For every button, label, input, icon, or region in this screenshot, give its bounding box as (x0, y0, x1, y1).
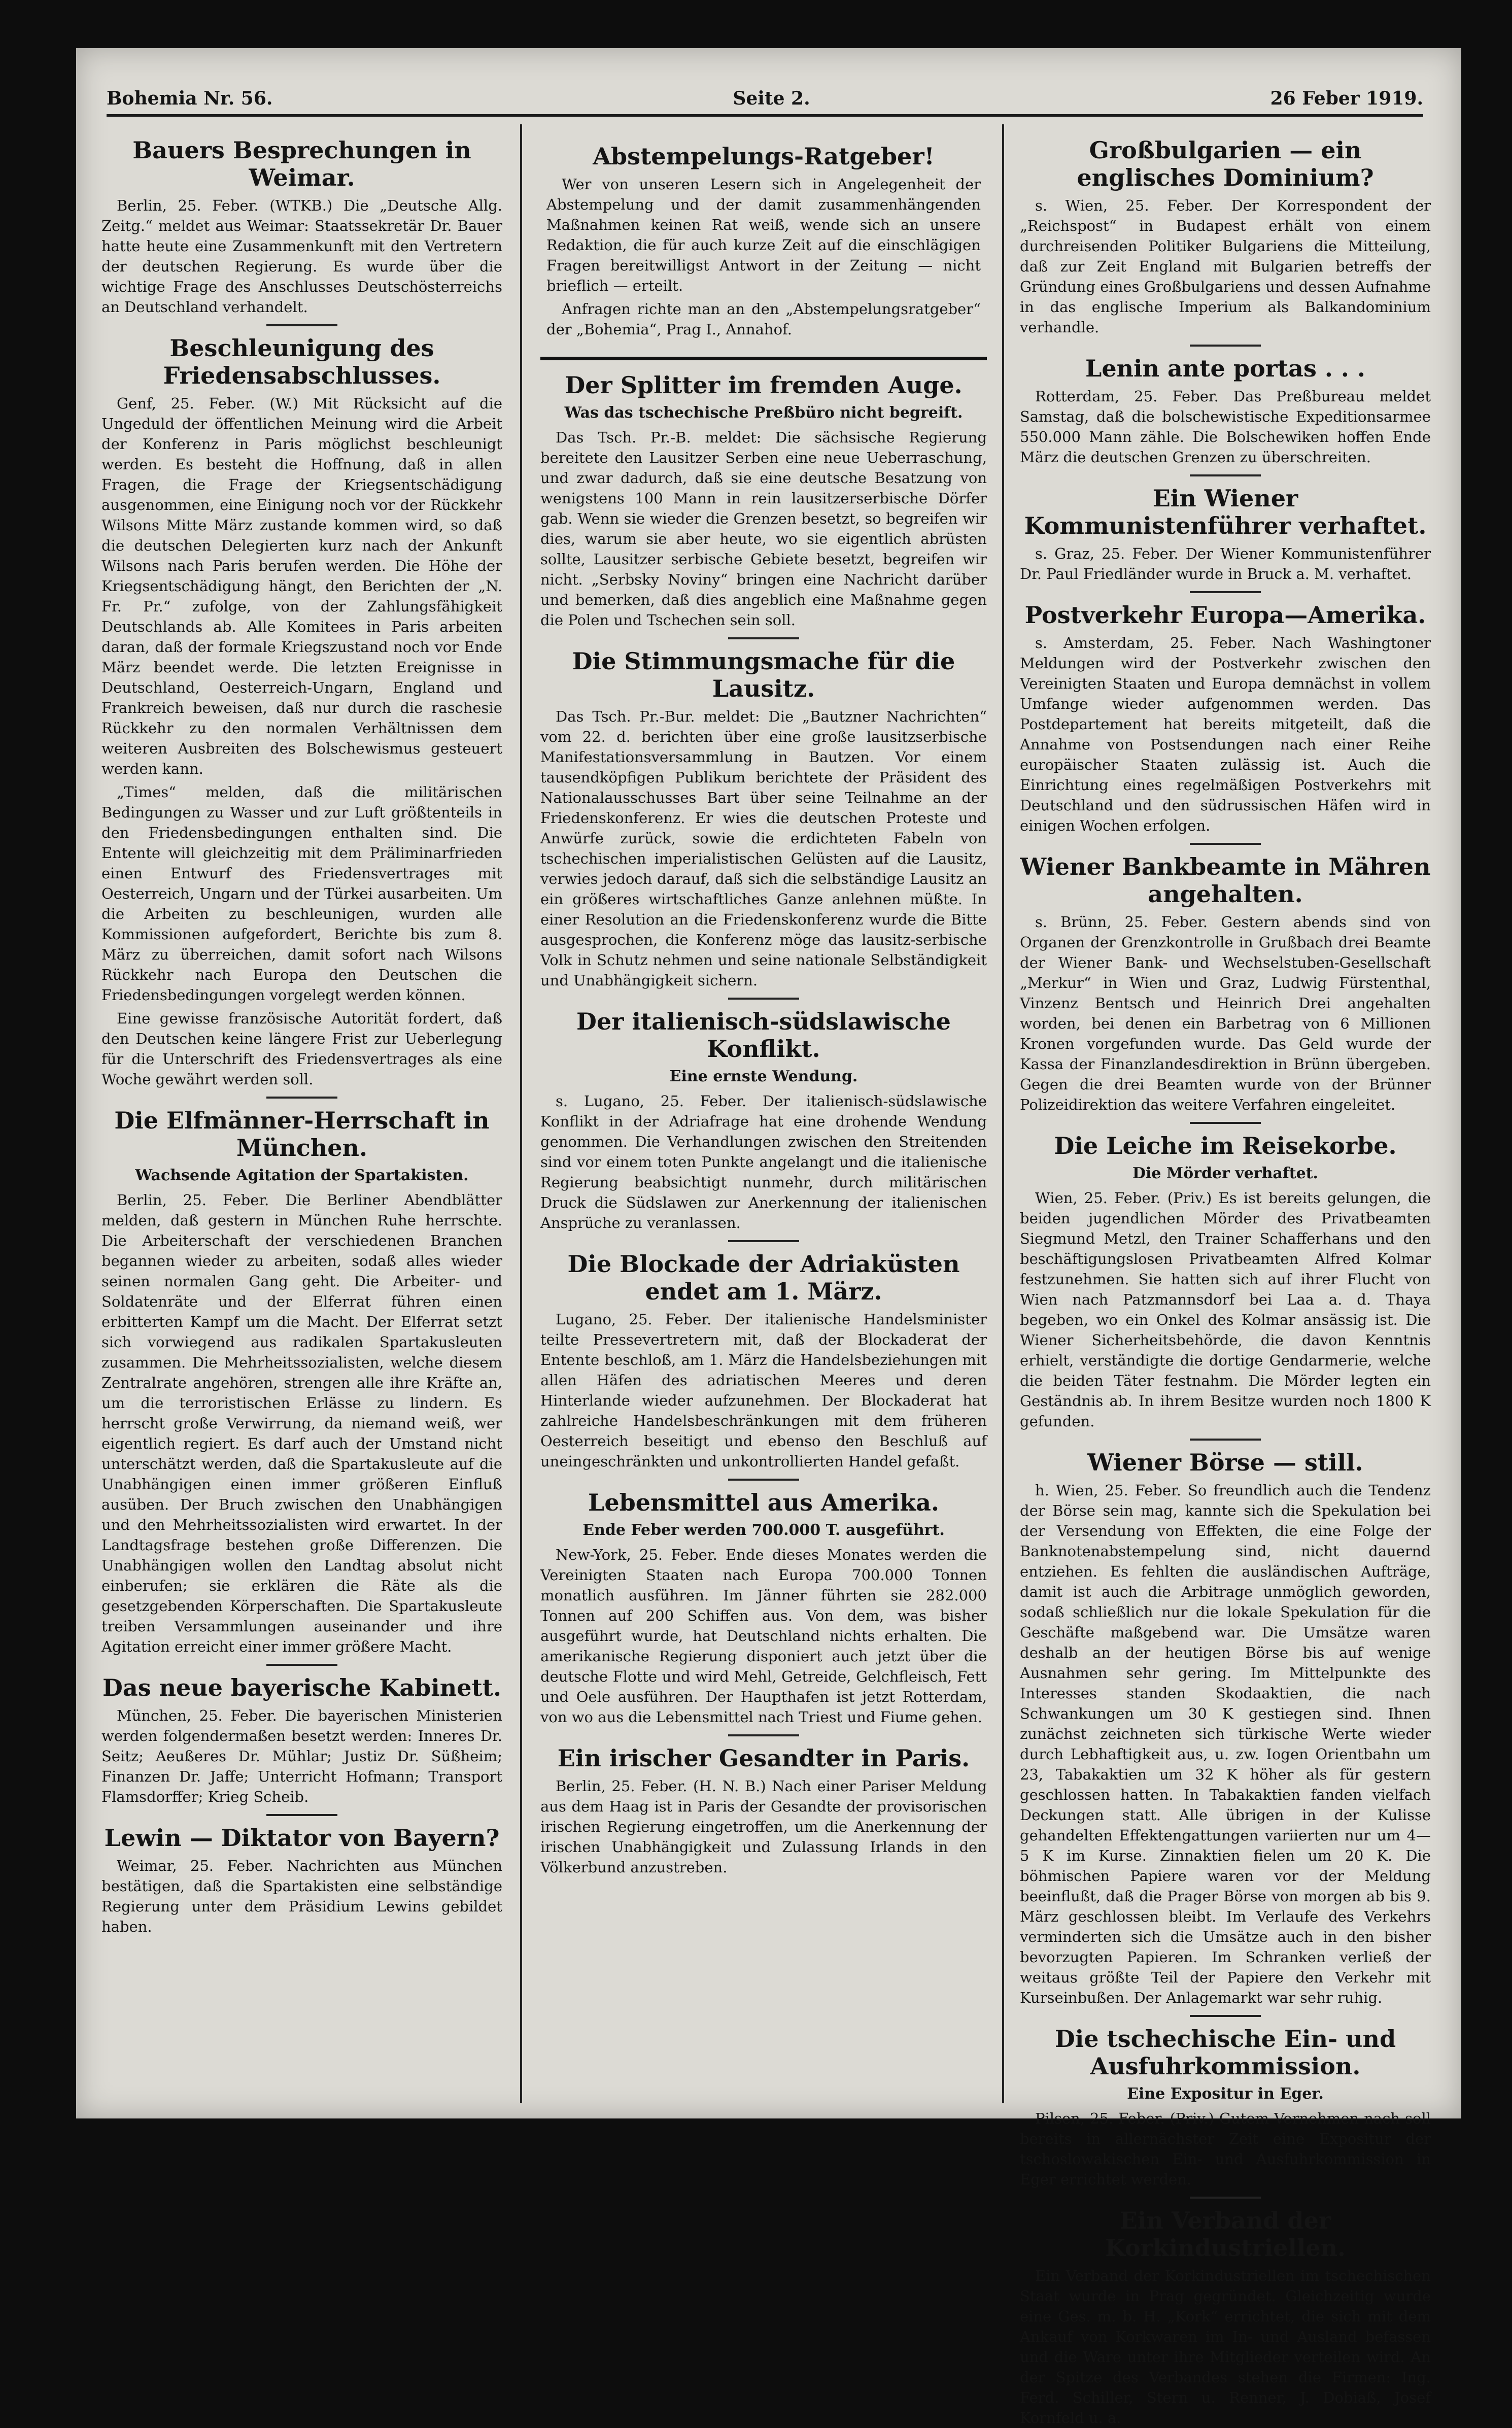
article (540, 1489, 987, 1727)
article-headline: Ein Wiener Kommunistenführer verhaftet. (1024, 485, 1427, 539)
article-subheadline: Ende Feber werden 700.000 T. ausgeführt. (582, 1521, 945, 1539)
article-paragraph: s. Amsterdam, 25. Feber. Nach Washingtoner Meldungen wird der Postverkehr zwischen den Vereinigten Staaten und Europa demnächst in vollem Umfange wieder aufgenommen werden. Das Postdepartement hat bereits mitgeteilt, daß die Annahme von Postsendungen nach einer Reihe europäischer Staaten zulässig ist. Auch die Einrichtung eines regelmäßigen Postverkehrs mit Deutschland und den südrussischen Häfen wird in einigen Wochen erfolgen. (1020, 634, 1431, 834)
article (1020, 1449, 1431, 2008)
article-paragraph: Berlin, 25. Feber. (H. N. B.) Nach einer Pariser Meldung aus dem Haag ist in Paris der Gesandte der provisorischen irischen Regierung eingetroffen, um die Anerkennung der irischen Unabhängigkeit und Zulassung Irlands in den Völkerbund anzustreben. (540, 1777, 987, 1876)
article (101, 334, 502, 1089)
article-headline: Abstempelungs-Ratgeber! (593, 143, 935, 170)
article-headline: Lebensmittel aus Amerika. (588, 1489, 939, 1516)
article-headline: Die Leiche im Reisekorbe. (1054, 1132, 1397, 1159)
article-paragraph: Berlin, 25. Feber. (WTKB.) Die „Deutsche Allg. Zeitg.“ meldet aus Weimar: Staatssekretär Dr. Bauer hatte heute eine Zusammenkunft mit den Vertretern der deutschen Regierung. Es wurde über die wichtige Frage des Anschlusses Deutschösterreichs an Deutschland verhandelt. (101, 197, 502, 316)
article-headline: Die Blockade der Adriaküsten endet am 1. März. (567, 1250, 960, 1305)
article-paragraph: Weimar, 25. Feber. Nachrichten aus München bestätigen, daß die Spartakisten eine selbständige Regierung unter dem Präsidium Lewins gebildet haben. (101, 1857, 502, 1935)
article-paragraph: Berlin, 25. Feber. Die Berliner Abendblätter melden, daß gestern in München Ruhe herrschte. Die Arbeiterschaft der verschiedenen Branchen begannen wieder zu arbeiten, sodaß alles wieder seinen normalen Gang geht. Die Arbeiter- und Soldatenräte und der Elferrat führen einen erbitterten Kampf um die Macht. Der Elferrat setzt sich vorwiegend aus radikalen Spartakusleuten zusammen. Die Mehrheitssozialisten, welche diesem Zentralrate angehören, strengen alle ihre Kräfte an, um die terroristischen Erlässe zu lindern. Es herrscht große Verwirrung, da niemand weiß, wer eigentlich regiert. Es darf auch der Umstand nicht unterschätzt werden, daß die Spartakusleute auf die Unabhängigen einen immer größeren Einfluß ausüben. Der Bruch zwischen den Unabhängigen und den Mehrheitssozialisten wird erwartet. In der Landtagsfrage bestehen große Differenzen. Die Unabhängigen wollen den Landtag absolut nicht einberufen; sie erklären die Räte als die gesetzgebenden Körperschaften. Die Spartakusleute treiben Versammlungen auseinander und ihre Agitation erreicht einer immer größere Macht. (101, 1191, 502, 1655)
article (1020, 1132, 1431, 1431)
article (1020, 601, 1431, 836)
issue-date: 26 Feber 1919. (1270, 88, 1423, 109)
article-paragraph: s. Graz, 25. Feber. Der Wiener Kommunistenführer Dr. Paul Friedländer wurde in Bruck a. M. verhaftet. (1020, 545, 1431, 583)
article-paragraph: s. Brünn, 25. Feber. Gestern abends sind von Organen der Grenzkontrolle in Grußbach drei Beamte der Wiener Bank- und Wechselstuben-Gesellschaft „Merkur“ in Wien und Graz, Ludwig Fürstenthal, Vinzenz Bentsch und Heinrich Drei angehalten worden, bei denen ein Barbetrag von 6 Millionen Kronen vorgefunden wurde. Das Geld wurde der Kassa der Finanzlandesdirektion in Brünn übergeben. Gegen die drei Beamten wurde von der Brünner Polizeidirektion das weitere Verfahren eingeleitet. (1020, 913, 1431, 1113)
article (101, 1824, 502, 1937)
article-divider (1190, 2197, 1261, 2199)
article-headline: Die Stimmungsmache für die Lausitz. (572, 647, 955, 702)
article (1020, 136, 1431, 337)
article-paragraph: Eine gewisse französische Autorität fordert, daß den Deutschen keine längere Frist zur Ueberlegung für die Unterschrift des Friedensvertrages als eine Woche gewährt werden soll. (101, 1010, 502, 1088)
article-headline: Lewin — Diktator von Bayern? (104, 1824, 500, 1852)
article (1020, 2025, 1431, 2190)
article-subheadline: Eine Expositur in Eger. (1127, 2085, 1324, 2103)
column-3 (1020, 129, 1431, 2426)
article-headline: Der italienisch-südslawische Konflikt. (576, 1008, 951, 1063)
article (540, 1008, 987, 1233)
article-divider (266, 1814, 337, 1816)
newspaper-page (76, 48, 1461, 2426)
article-headline: Ein irischer Gesandter in Paris. (557, 1745, 970, 1772)
column-rule-2 (1002, 124, 1004, 2103)
article-headline: Beschleunigung des Friedensabschlusses. (163, 334, 441, 389)
article-divider (728, 1479, 799, 1481)
article-subheadline: Was das tschechische Preßbüro nicht begreift. (564, 404, 963, 422)
article (540, 1250, 987, 1472)
article-paragraph: Lugano, 25. Feber. Der italienische Handelsminister teilte Pressevertretern mit, daß der Blockaderat der Entente beschloß, am 1. März die Handelsbeziehungen mit allen Häfen des adriatischen Meeres und deren Hinterlande wieder aufzunehmen. Der Blockaderat hat zahlreiche Handelsbeschränkungen mit dem früheren Oesterreich beseitigt und ebenso den Beschluß auf uneingeschränkten und unkontrollierten Handel gefaßt. (540, 1311, 987, 1470)
article (101, 1674, 502, 1807)
column-2 (540, 129, 987, 2098)
column-1 (101, 129, 502, 2098)
article-divider (1190, 1122, 1261, 1124)
column-rule-1 (520, 124, 522, 2103)
article-paragraph: „Times“ melden, daß die militärischen Bedingungen zu Wasser und zur Luft größtenteils in den Friedensbedingungen enthalten sind. Die Entente will gleichzeitig mit dem Präliminarfrieden einen Entwurf des Friedensvertrages mit Oesterreich, Ungarn und der Türkei ausarbeiten. Um die Arbeiten zu beschleunigen, wurden alle Kommissionen aufgefordert, Berichte bis zum 8. März zu überreichen, damit sofort nach Wilsons Rückkehr nach Europa den Deutschen die Friedensbedingungen vorgelegt werden können. (101, 783, 502, 1004)
article-paragraph: h. Wien, 25. Feber. So freundlich auch die Tendenz der Börse sein mag, kannte sich die Spekulation bei der Versendung von Effekten, die eine Folge der Banknotenabstempelung sind, nicht dauernd entziehen. Es fehlten die ausländischen Aufträge, damit ist auch die Arbitrage unmöglich geworden, sodaß schließlich nur die lokale Spekulation für die Geschäfte maßgebend war. Die Umsätze waren deshalb an der heutigen Börse bis auf wenige Ausnahmen sehr gering. Im Mittelpunkte des Interesses standen Skodaaktien, die nach Schwankungen um 30 K gestiegen sind. Ihnen zunächst zeichneten sich türkische Werte wieder durch Lebhaftigkeit aus, u. zw. Iogen Orientbahn um 23, Tabakaktien um 32 K höher als für gestern geschlossen hatten. In Tabakaktien fanden vielfach Deckungen statt. Alle übrigen in der Kulisse gehandelten Effektengattungen variierten nur um 4—5 K im Kurse. Zinnaktien fielen um 20 K. Die böhmischen Papiere waren vor der Meldung beeinflußt, daß die Prager Börse von morgen ab bis 9. März geschlossen bleibt. Im Verlaufe des Verkehrs verminderten sich die Umsätze auch in den bisher bevorzugten Papieren. Im Schranken verließ der weitaus größte Teil der Papiere den Verkehr mit Kurseinbußen. Der Anlagemarkt war sehr ruhig. (1020, 1482, 1431, 2006)
article (1020, 355, 1431, 467)
article-divider (1190, 843, 1261, 845)
article-subheadline: Die Mörder verhaftet. (1132, 1165, 1318, 1182)
article (1020, 853, 1431, 1115)
article-divider (728, 1240, 799, 1242)
article-divider (1190, 345, 1261, 347)
article-paragraph: München, 25. Feber. Die bayerischen Ministerien werden folgendermaßen besetzt werden: Inneres Dr. Seitz; Aeußeres Dr. Mühlar; Justiz Dr. Süßheim; Finanzen Dr. Jaffe; Unterricht Hofmann; Transport Flamsdorffer; Krieg Scheib. (101, 1707, 502, 1805)
article (540, 647, 987, 990)
article-paragraph: Pilsen, 25. Feber. (Priv.) Gutem Vernehmen nach soll bereits in allernächster Zeit eine Expositur der tschoslowakischen Ein- und Ausfuhrkommission in Eger errichtet werden. (1020, 2110, 1431, 2188)
article (1020, 2207, 1431, 2428)
article-headline: Lenin ante portas . . . (1085, 355, 1365, 382)
article-subheadline: Eine ernste Wendung. (669, 1068, 858, 1085)
issue-number: Bohemia Nr. 56. (107, 88, 273, 109)
article-paragraph: Das Tsch. Pr.-B. meldet: Die sächsische Regierung bereitete den Lausitzer Serben eine neue Ueberraschung, und zwar dadurch, daß sie eine deutsche Besatzung von wenigstens 100 Mann in rein lausitzerserbische Dörfer gab. Wenn sie wieder die Grenzen besetzt, so begreifen wir dies, warum sie aber heute, wo sie eigentlich abrüsten sollte, Lausitzer serbische Gebiete besetzt, begreifen wir nicht. „Serbsky Noviny“ bringen eine Nachricht darüber und bemerken, daß dies angeblich eine Maßnahme gegen die Polen und Tschechen sein soll. (540, 429, 987, 629)
article-headline: Ein Verband der Korkindustriellen. (1105, 2207, 1346, 2262)
article (540, 371, 987, 630)
article-headline: Postverkehr Europa—Amerika. (1024, 601, 1426, 629)
article-headline: Wiener Börse — still. (1087, 1449, 1363, 1476)
article-headline: Der Splitter im fremden Auge. (565, 371, 963, 399)
article-divider (728, 1734, 799, 1736)
article-divider (266, 1097, 337, 1099)
article-headline: Die tschechische Ein- und Ausfuhrkommission. (1054, 2025, 1396, 2080)
article-paragraph: s. Lugano, 25. Feber. Der italienisch-südslawische Konflikt in der Adriafrage hat eine drohende Wendung genommen. Die Verhandlungen zwischen den Streitenden sind vor einem toten Punkte angelangt und die italienische Regierung beabsichtigt nunmehr, durch militärischen Druck die Südslawen zur Anerkennung der italienischen Ansprüche zu veranlassen. (540, 1092, 987, 1232)
page-number: Seite 2. (733, 88, 810, 109)
article-divider (266, 324, 337, 326)
section-rule (540, 357, 987, 360)
article-divider (1190, 2015, 1261, 2017)
article-subheadline: Wachsende Agitation der Spartakisten. (135, 1167, 469, 1184)
article-divider (1190, 1439, 1261, 1441)
article-paragraph: Ein Verband der Korkindustriellen im tschechischen Staat wurde in Prag gegründet. Gleichzeitig wurde eine Ges. m. b. H. „Kork“ errichtet, die sich mit dem Ankauf von Korkwaren im In- und Ausland befassen und die Ware unter ihre Mitglieder verteilen wird. An der Spitze des Verbandes stehen die Firmen: Ing. Ferd. Schiller, Stern u. Renner, J. Dobiaß, Josef Kornfeld u. a. (1020, 2267, 1431, 2426)
article-paragraph: Wien, 25. Feber. (Priv.) Es ist bereits gelungen, die beiden jugendlichen Mörder des Privatbeamten Siegmund Metzl, den Trainer Schafferhans und den beschäftigungslosen Privatbeamten Alfred Kolmar festzunehmen. Sie hatten sich auf ihrer Flucht von Wien nach Patzmannsdorf bei Laa a. d. Thaya begeben, wo ein Onkel des Kolmar ansässig ist. Die Wiener Sicherheitsbehörde, die davon Kenntnis erhielt, verständigte die dortige Gendarmerie, welche die beiden Täter festnahm. Die Mörder legten ein Geständnis ab. In ihrem Besitze wurden noch 1800 K gefunden. (1020, 1189, 1431, 1430)
article (540, 1745, 987, 1877)
article (101, 136, 502, 317)
article-headline: Die Elfmänner-Herrschaft in München. (114, 1107, 490, 1161)
article-divider (1190, 474, 1261, 476)
article-paragraph: Genf, 25. Feber. (W.) Mit Rücksicht auf die Ungeduld der öffentlichen Meinung wird die Arbeit der Konferenz in Paris möglichst beschleunigt werden. Es besteht die Hoffnung, daß in allen Fragen, die Frage der Kriegsentschädigung ausgenommen, eine Einigung noch vor der Rückkehr Wilsons Mitte März zustande kommen wird, so daß die deutschen Delegierten kurz nach der Ankunft Wilsons nach Paris berufen werden. Die Höhe der Kriegsentschädigung hängt, den Berichten der „N. Fr. Pr.“ zufolge, von der Zahlungsfähigkeit Deutschlands ab. Alle Komitees in Paris arbeiten daran, daß der formale Kriegszustand noch vor Ende März beendet werde. Die letzten Ereignisse in Deutschland, Oesterreich-Ungarn, England und Frankreich beweisen, daß nur durch die raschesie Rückkehr zu den normalen Verhältnissen dem weiteren Ausbreiten des Bolschewismus gesteuert werden kann. (101, 395, 502, 777)
article (1020, 485, 1431, 584)
article-headline: Wiener Bankbeamte in Mähren angehalten. (1020, 853, 1431, 908)
article-divider (728, 637, 799, 639)
article-paragraph: s. Wien, 25. Feber. Der Korrespondent der „Reichspost“ in Budapest erhält von einem durchreisenden Politiker Bulgariens die Mitteilung, daß zur Zeit England mit Bulgarien betreffs der Gründung eines Großbulgariens und dessen Aufnahme in das englische Imperium als Balkandominium verhandle. (1020, 197, 1431, 336)
article-paragraph: Wer von unseren Lesern sich in Angelegenheit der Abstempelung und der damit zusammenhängenden Maßnahmen keinen Rat weiß, wende sich an unsere Redaktion, die für auch kurze Zeit auf die einschlägigen Fragen bereitwilligst Antwort in der Zeitung — nicht brieflich — erteilt. (546, 176, 981, 294)
article (101, 1107, 502, 1657)
article-divider (1190, 591, 1261, 593)
article-divider (266, 1664, 337, 1666)
article-headline: Das neue bayerische Kabinett. (102, 1674, 501, 1701)
article-paragraph: New-York, 25. Feber. Ende dieses Monates werden die Vereinigten Staaten nach Europa 700.000 Tonnen monatlich ausführen. Im Jänner führten sie 282.000 Tonnen auf 200 Schiffen aus. Von dem, was bisher ausgeführt wurde, hat Deutschland nichts erhalten. Die amerikanische Regierung disponiert auch jetzt über die deutsche Flotte und wird Mehl, Getreide, Gelchfleisch, Fett und Oele ausführen. Der Haupthafen ist jetzt Rotterdam, von wo aus die Lebensmittel nach Triest und Fiume gehen. (540, 1546, 987, 1726)
article-headline: Großbulgarien — ein englisches Dominium? (1077, 136, 1374, 191)
article-paragraph: Das Tsch. Pr.-Bur. meldet: Die „Bautzner Nachrichten“ vom 22. d. berichten über eine große lausitzserbische Manifestationsversammlung in Bautzen. Vor einem tausendköpfigen Publikum berichtete der Präsident des Nationalausschusses Bart über seine Teilnahme an der Friedenskonferenz. Er wies die deutschen Proteste und Anwürfe zurück, sowie die erdichteten Fabeln von tschechischen imperialistischen Gelüsten auf die Lausitz, verwies jedoch darauf, daß sich die selbständige Lausitz an ein größeres wirtschaftliches Ganze anlehnen müßte. In einer Resolution an die Friedenskonferenz wurde die Bitte ausgesprochen, die Konferenz möge das lausitz-serbische Volk in Schutz nehmen und seine nationale Selbständigkeit und Unabhängigkeit sichern. (540, 708, 987, 989)
article-paragraph: Rotterdam, 25. Feber. Das Preßbureau meldet Samstag, daß die bolschewistische Expeditionsarmee 550.000 Mann zähle. Die Bolschewiken hoffen Ende März die deutschen Grenzen zu überschreiten. (1020, 388, 1431, 466)
article-divider (728, 998, 799, 1000)
article-paragraph: Anfragen richte man an den „Abstempelungsratgeber“ der „Bohemia“, Prag I., Annahof. (546, 300, 981, 338)
article (540, 132, 987, 345)
article-headline: Bauers Besprechungen in Weimar. (132, 136, 471, 191)
masthead (107, 69, 1423, 117)
